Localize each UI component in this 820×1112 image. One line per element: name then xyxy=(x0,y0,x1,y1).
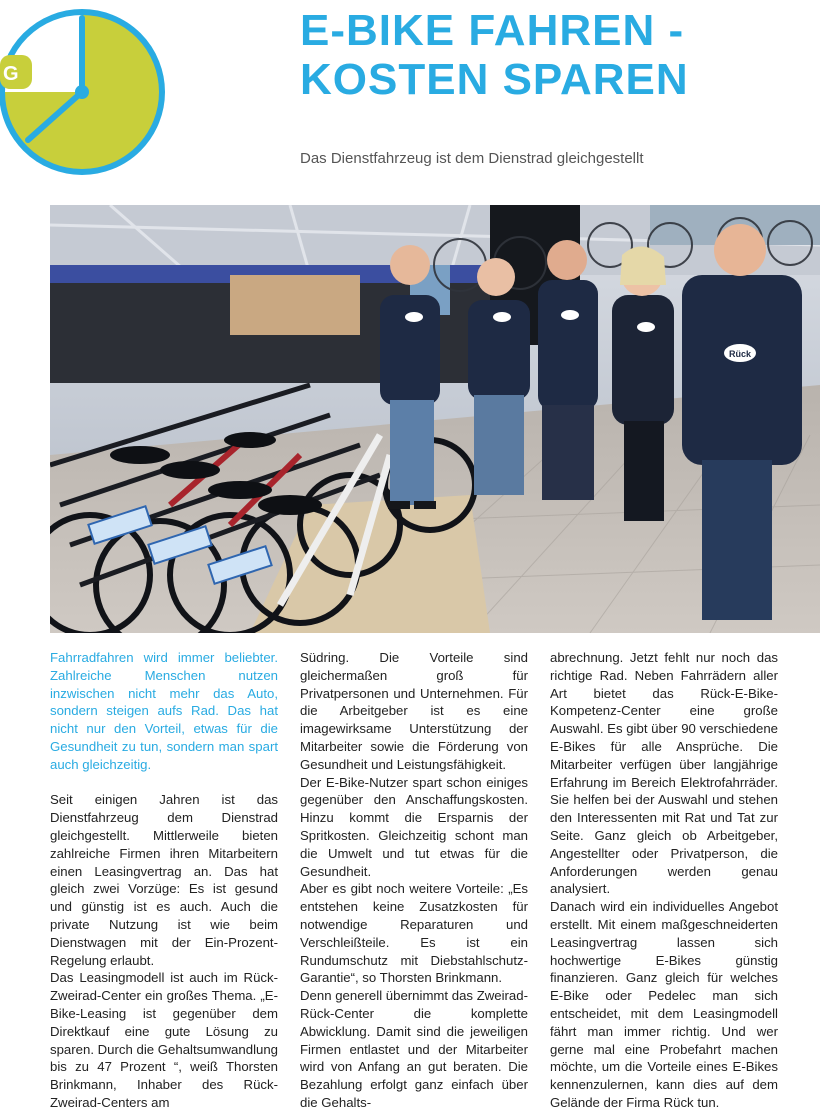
paragraph: Aber es gibt noch weitere Vorteile: „Es entstehen keine Zusatzkosten für notwendige Reparaturen und Verschleißteile. Es ist ein Rundumschutz mit Diebstahlschutz-Garantie“, so Thorsten Brinkmann. xyxy=(300,881,528,986)
paragraph: Der E-Bike-Nutzer spart schon einiges gegenüber den Anschaffungskosten. Hinzu kommt die Ersparnis der Spritkosten. Gleichzeitig schont man die Umwelt und tut etwas für die Gesundheit. xyxy=(300,774,528,879)
lead-paragraph: Fahrradfahren wird immer beliebter. Zahlreiche Menschen nutzen inzwischen nicht mehr das Auto, sondern steigen aufs Rad. Das hat nicht nur den Vorteil, etwas für die Gesundheit zu tun, sondern man spart auch gleichzeitig. xyxy=(50,650,278,772)
subtitle: Das Dienstfahrzeug ist dem Dienstrad gleichgestellt xyxy=(300,150,644,167)
bike-shop-photo xyxy=(50,205,820,633)
page-title xyxy=(300,6,815,104)
paragraph: Südring. Die Vorteile sind gleichermaßen groß für Privatpersonen und Unternehmen. Für die Arbeitgeber ist es eine imagewirksame Unterstützung der Mitarbeiter sowie die Förderung von Gesundheit und Leistungsfähigkeit. xyxy=(300,650,528,772)
paragraph: abrechnung. Jetzt fehlt nur noch das richtige Rad. Neben Fahrrädern aller Art bietet das Rück-E-Bike-Kompetenz-Center eine große Auswahl. Es gibt über 90 verschiedene E-Bikes für alle Ansprüche. Die Mitarbeiter verfügen über langjährige Erfahrung im Bereich Elektrofahrräder. Sie helfen bei der Auswahl und stehen den Interessenten mit Rat und Tat zur Seite. Ganz gleich ob Arbeitgeber, Angestellter oder Privatperson, die Anforderungen werden genau analysiert. xyxy=(550,650,778,897)
column-3 xyxy=(550,649,778,1112)
paragraph: Danach wird ein individuelles Angebot erstellt. Mit einem maßgeschneiderten Leasingvertrag lassen sich hochwertige E-Bikes günstig finanzieren. Ganz gleich für welches E-Bike oder Pedelec man sich entscheidet, mit dem Leasingmodell fährt man immer richtig. Und wer gerne mal eine Probefahrt machen möchte, um die Vorteile eines E-Bikes kennenzulernen, kann dies auf dem Gelände der Firma Rück tun. xyxy=(550,899,778,1110)
column-1 xyxy=(50,649,278,1112)
tab-label: G xyxy=(3,63,19,85)
shirt-logo: Rück xyxy=(728,349,752,359)
paragraph: Seit einigen Jahren ist das Dienstfahrzeug dem Dienstrad gleichgestellt. Mittlerweile bieten zahlreiche Firmen ihren Mitarbeitern einen Leasingvertrag an. Das hat gleich zwei Vorzüge: Es ist gesund und günstig ist es auch. Auch die private Nutzung ist wie beim Dienstwagen mit der Ein-Prozent-Regelung erlaubt. xyxy=(50,792,278,968)
clock-icon xyxy=(0,0,175,185)
paragraph: Denn generell übernimmt das Zweirad-Rück-Center die komplette Abwicklung. Damit sind die jeweiligen Firmen entlastet und der Mitarbeiter wird von Anfang an gut beraten. Die Bezahlung erfolgt ganz einfach über die Gehalts- xyxy=(300,988,528,1110)
paragraph: Das Leasingmodell ist auch im Rück-Zweirad-Center ein großes Thema. „E-Bike-Leasing ist gegenüber dem Direktkauf eine gute Lösung zu sparen. Durch die Gehaltsumwandlung bis zu 47 Prozent “, weiß Thorsten Brinkmann, Inhaber des Rück-Zweirad-Centers am xyxy=(50,970,278,1110)
column-2 xyxy=(300,649,528,1112)
title-line-1: E-BIKE FAHREN - xyxy=(300,6,685,55)
title-line-2: KOSTEN SPAREN xyxy=(300,55,689,104)
